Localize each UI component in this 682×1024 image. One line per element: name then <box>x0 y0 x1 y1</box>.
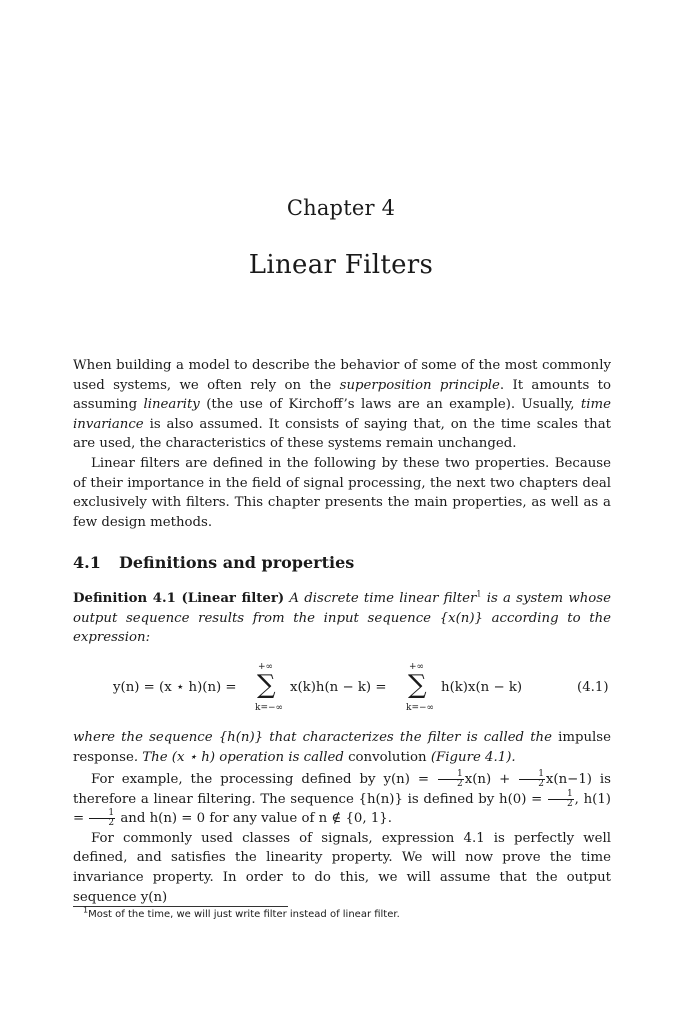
fraction-denominator: 2 <box>538 779 544 789</box>
fraction-numerator: 1 <box>438 770 464 780</box>
intro-text: is also assumed. It consists of saying that, on the time scales that are used, the characteristics of these systems remain unchanged. <box>73 416 611 452</box>
fraction-denominator: 2 <box>108 818 115 829</box>
chapter-title: Linear Filters <box>248 250 434 280</box>
fraction-one-half <box>519 770 545 789</box>
section-title: Definitions and properties <box>119 553 355 572</box>
fraction-denominator: 2 <box>566 798 573 809</box>
example-paragraph <box>73 770 611 829</box>
sum-lower-limit: k=−∞ <box>255 703 284 713</box>
fraction-denominator: 2 <box>456 779 463 789</box>
intro-text: (the use of Kirchoff’s laws are an example). Usually, <box>199 397 581 413</box>
intro-paragraph-1 <box>73 356 611 454</box>
linearity-paragraph: For commonly used classes of signals, expression 4.1 is perfectly well defined, and satisfies the linearity property. We will now prove the time invariance property. In order to do this, we will assume that the output sequence y(n) <box>73 830 611 905</box>
fraction-numerator: 1 <box>89 809 115 819</box>
equation-lhs: y(n) = (x ⋆ h)(n) = <box>113 680 237 695</box>
example-text: x(n) + <box>464 772 519 787</box>
example-section <box>73 770 611 907</box>
definition-text: where the sequence {h(n)} that characterizes the filter is called the <box>73 730 559 745</box>
definition-head: Definition 4.1 (Linear filter) <box>73 591 285 606</box>
example-text: and h(n) = 0 for any value of n ∉ {0, 1}. <box>116 811 392 827</box>
equation-term-1: x(k)h(n − k) = <box>290 680 387 695</box>
sum-symbol: ∑ <box>257 670 276 700</box>
section-number: 4.1 <box>73 553 101 572</box>
emphasis-time-invariance: time invariance <box>73 397 611 432</box>
chapter-number: Chapter 4 <box>286 196 396 220</box>
footnote-marker: 1 <box>476 589 482 599</box>
fraction-one-half <box>438 770 464 789</box>
definition-continuation <box>73 728 611 767</box>
fraction-numerator: 1 <box>519 770 545 780</box>
example-text: x(n−1) is therefore a linear filtering. The sequence {h(n)} is defined by h(0) = <box>73 772 611 807</box>
example-text: , h(1) = <box>73 791 611 827</box>
figure-reference: (Figure 4.1). <box>426 749 516 765</box>
intro-text: When building a model to describe the behavior of some of the most commonly used systems, we often rely on the <box>73 358 611 393</box>
after-equation-paragraph <box>73 728 611 767</box>
intro-text: . It amounts to assuming <box>73 377 611 413</box>
emphasis-superposition: superposition principle <box>339 377 500 393</box>
footnote-number: 1 <box>83 905 89 915</box>
footnote-text: Most of the time, we will just write filter instead of linear filter. <box>88 909 400 920</box>
fraction-numerator: 1 <box>548 790 574 800</box>
sum-upper-limit: +∞ <box>258 662 274 672</box>
equation-number: (4.1) <box>577 680 609 695</box>
definition-text: is a system whose output sequence results from the input sequence {x(n)} according to the expression: <box>73 591 611 646</box>
sum-symbol: ∑ <box>408 670 427 700</box>
sum-lower-limit: k=−∞ <box>406 703 435 713</box>
term-impulse-response: impulse response <box>73 730 611 765</box>
fraction-one-half <box>89 809 115 828</box>
intro-section <box>73 356 611 532</box>
example-text: For example, the processing defined by y(n) = <box>91 772 437 787</box>
fraction-one-half <box>548 790 574 809</box>
footnote <box>83 905 613 920</box>
sum-upper-limit: +∞ <box>409 662 425 672</box>
equation-4-1 <box>73 660 611 716</box>
emphasis-linearity: linearity <box>143 397 200 413</box>
definition-block <box>73 589 611 648</box>
section-heading <box>73 553 354 572</box>
term-convolution: convolution <box>348 749 427 765</box>
intro-paragraph-2: Linear filters are defined in the following by these two properties. Because of their importance in the field of signal processing, the next two chapters deal exclusively with filters. This chapter presents the main properties, as well as a few design methods. <box>73 455 611 530</box>
definition-text: . The (x ⋆ h) operation is called <box>133 749 349 765</box>
equation-term-2: h(k)x(n − k) <box>441 680 523 695</box>
footnote-divider <box>73 906 288 907</box>
definition-paragraph <box>73 589 611 648</box>
definition-text: A discrete time linear filter <box>284 591 477 606</box>
